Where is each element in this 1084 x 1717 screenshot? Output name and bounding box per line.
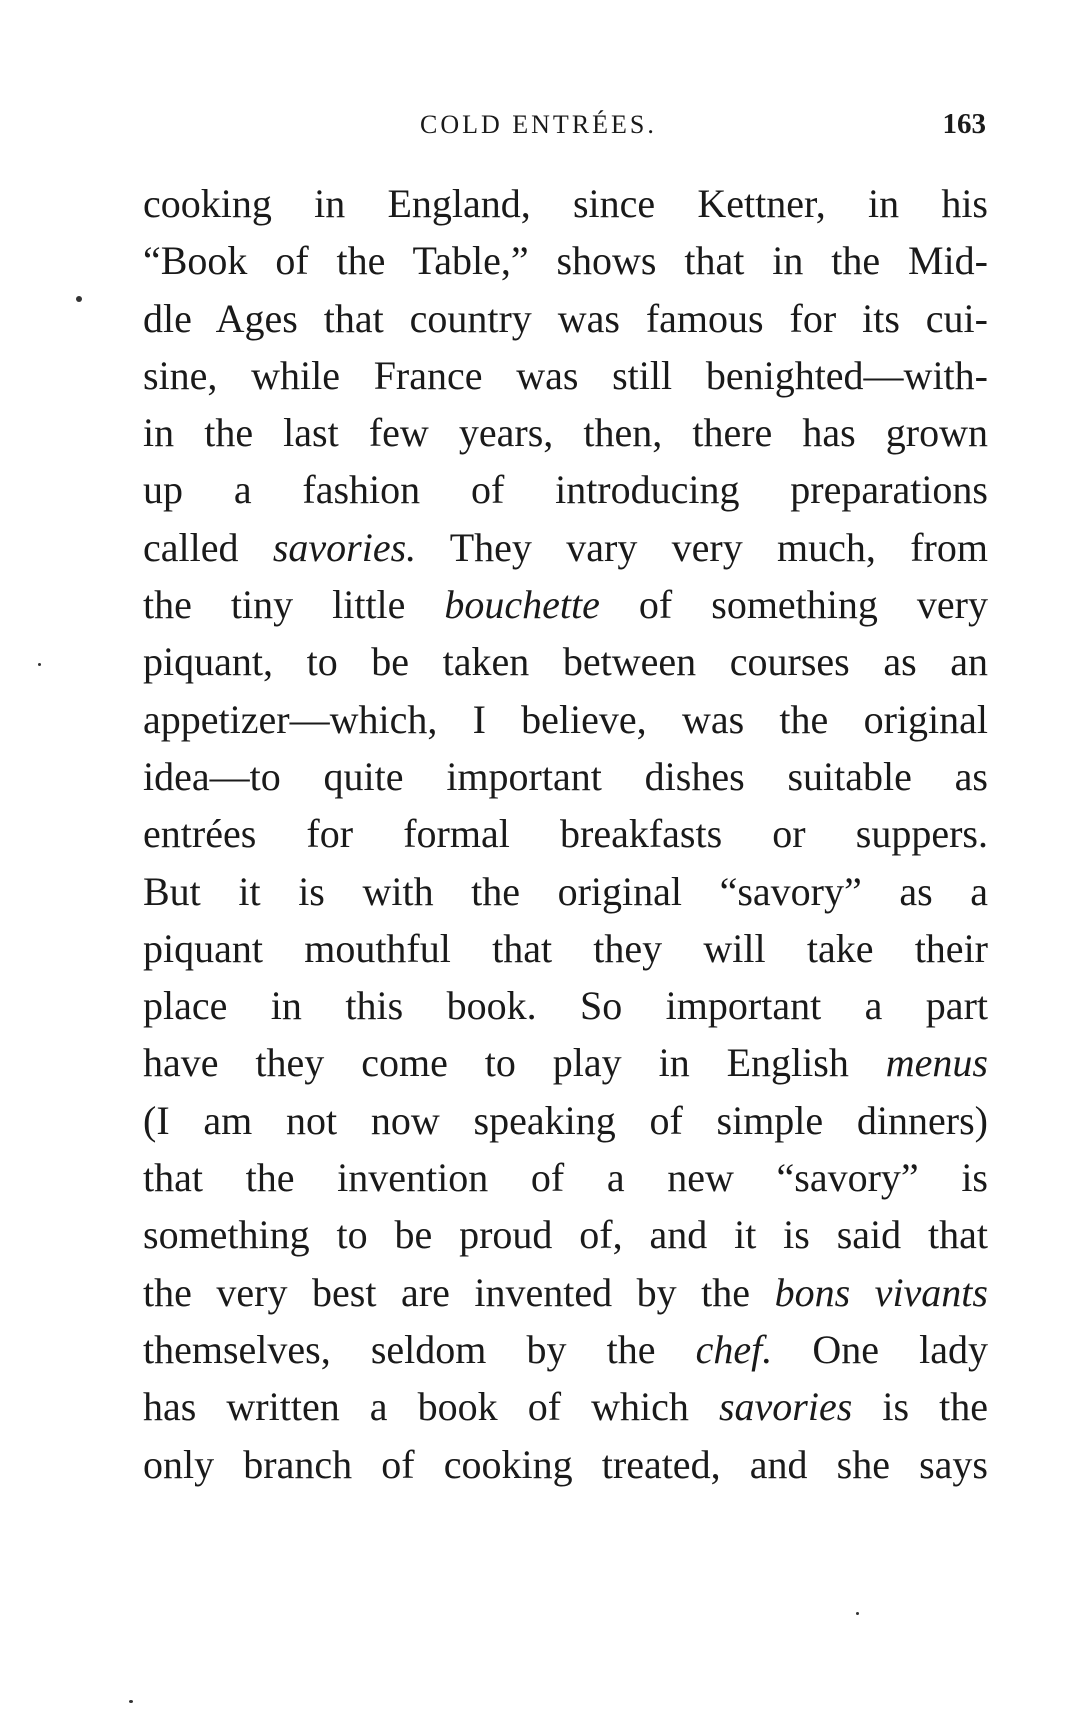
italic-term: menus [885,1040,988,1086]
text-line: (I am not now speaking of simple dinners) [143,1097,988,1143]
text-line: only branch of cooking treated, and she says [143,1441,988,1487]
text-line: themselves, seldom by the chef. One lady [143,1326,988,1372]
text-line: that the invention of a new “savory” is [143,1155,988,1201]
text-line: sine, while France was still benighted—with- [143,352,988,398]
text-line: place in this book. So important a part [143,983,988,1029]
text-line: have they come to play in English menus [143,1040,988,1086]
text-line: the tiny little bouchette of something very [143,582,988,628]
italic-term: savories [718,1384,853,1430]
ink-speck [76,296,82,302]
text-line: called savories. They vary very much, from [143,524,988,570]
italic-term: bouchette [444,582,600,628]
italic-term: bons vivants [774,1269,988,1315]
body-text [143,175,988,1493]
text-line: in the last few years, then, there has grown [143,410,988,456]
italic-term: savories. [272,524,417,570]
text-line: piquant mouthful that they will take their [143,925,988,971]
text-line: cooking in England, since Kettner, in his [143,181,988,226]
text-line: dle Ages that country was famous for its cui- [143,295,988,341]
ink-speck [38,663,41,666]
text-line: But it is with the original “savory” as a [143,868,988,914]
text-line: the very best are invented by the bons vivants [143,1269,988,1315]
text-line: piquant, to be taken between courses as an [143,639,988,685]
ink-speck [856,1612,859,1615]
text-line: has written a book of which savories is the [143,1384,988,1430]
page-number: 163 [942,108,986,140]
ink-speck [129,1700,133,1703]
italic-term: chef. [695,1326,773,1372]
text-line: idea—to quite important dishes suitable as [143,753,988,799]
running-head: COLD ENTRÉES. [420,110,657,139]
text-line: up a fashion of introducing preparations [143,467,988,513]
text-line: appetizer—which, I believe, was the original [143,696,988,742]
text-line: “Book of the Table,” shows that in the Mid- [143,238,988,284]
text-line: something to be proud of, and it is said that [143,1212,988,1258]
text-line: entrées for formal breakfasts or suppers. [143,811,988,857]
